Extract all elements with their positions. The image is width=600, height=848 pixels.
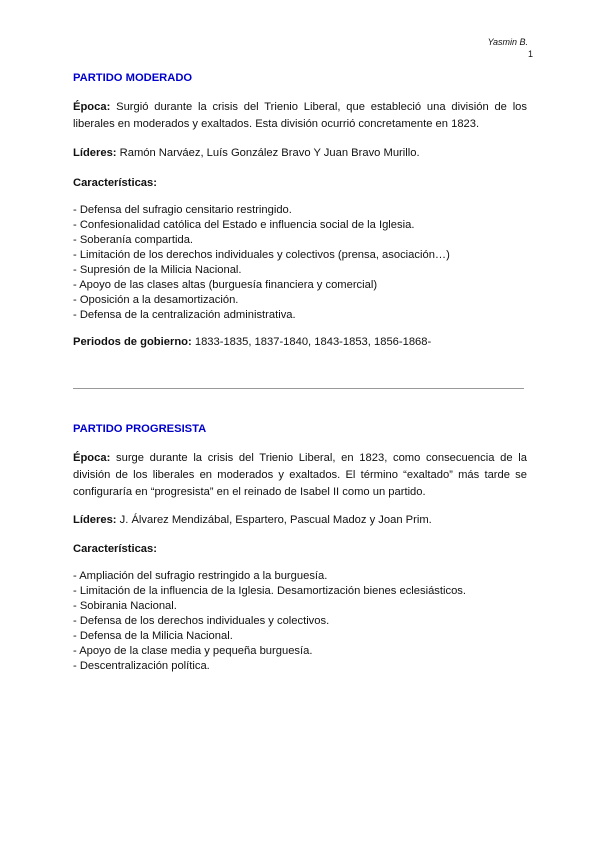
periodos-label: Periodos de gobierno:: [73, 336, 192, 348]
list-item: - Soberanía compartida.: [73, 234, 194, 246]
section-moderado: [73, 72, 527, 84]
epoca-text: Surgió durante la crisis del Trienio Liberal, que estableció una división de los liberales en moderados y exaltados. Esta división ocurrió concretamente en 1823.: [73, 101, 527, 130]
list-item: - Defensa de la centralización administrativa.: [73, 309, 296, 321]
list-item: - Descentralización política.: [73, 660, 210, 672]
section-title: PARTIDO MODERADO: [73, 72, 193, 84]
lideres-paragraph: [73, 145, 527, 162]
list-item: - Supresión de la Milicia Nacional.: [73, 264, 242, 276]
periodos-text: 1833-1835, 1837-1840, 1843-1853, 1856-1868-: [191, 336, 432, 348]
list-item: - Apoyo de las clases altas (burguesía financiera y comercial): [73, 279, 378, 291]
lideres-label: Líderes:: [73, 514, 117, 526]
list-item: - Defensa de los derechos individuales y colectivos.: [73, 615, 330, 627]
epoca-label: Época:: [73, 101, 111, 113]
epoca-text: surge durante la crisis del Trienio Liberal, en 1823, como consecuencia de la división de los liberales en moderados y exaltados. El término “exaltado” más tarde se configuraría en “progresista” en el reinado de Isabel II como un partido.: [73, 452, 527, 498]
lideres-label: Líderes:: [73, 147, 117, 159]
periodos-paragraph: [73, 334, 527, 351]
section-divider: [73, 388, 524, 389]
lideres-text: J. Álvarez Mendizábal, Espartero, Pascual Madoz y Joan Prim.: [116, 514, 432, 526]
list-item: - Limitación de la influencia de la Iglesia. Desamortización bienes eclesiásticos.: [73, 585, 467, 597]
caracteristicas-heading: [73, 541, 527, 558]
page-number: 1: [527, 49, 533, 59]
epoca-paragraph: [73, 99, 527, 133]
caracteristicas-label: Características:: [73, 177, 157, 189]
list-item: - Confesionalidad católica del Estado e influencia social de la Iglesia.: [73, 219, 415, 231]
caracteristicas-heading: [73, 175, 527, 192]
author-name: Yasmin B.: [487, 37, 528, 47]
list-item: - Sobirania Nacional.: [73, 600, 177, 612]
list-item: - Defensa del sufragio censitario restringido.: [73, 204, 292, 216]
section-progresista: [73, 423, 527, 435]
list-item: - Ampliación del sufragio restringido a la burguesía.: [73, 570, 328, 582]
lideres-paragraph: [73, 512, 527, 529]
epoca-paragraph: [73, 450, 527, 501]
section-title: PARTIDO PROGRESISTA: [73, 423, 207, 435]
list-item: - Defensa de la Milicia Nacional.: [73, 630, 233, 642]
caracteristicas-label: Características:: [73, 543, 157, 555]
caracteristicas-list: [73, 569, 527, 674]
epoca-label: Época:: [73, 452, 111, 464]
list-item: - Apoyo de la clase media y pequeña burguesía.: [73, 645, 313, 657]
page-header: [487, 36, 533, 60]
caracteristicas-list: [73, 203, 527, 323]
list-item: - Limitación de los derechos individuales y colectivos (prensa, asociación…): [73, 249, 450, 261]
lideres-text: Ramón Narváez, Luís González Bravo Y Juan Bravo Murillo.: [116, 147, 420, 159]
list-item: - Oposición a la desamortización.: [73, 294, 239, 306]
